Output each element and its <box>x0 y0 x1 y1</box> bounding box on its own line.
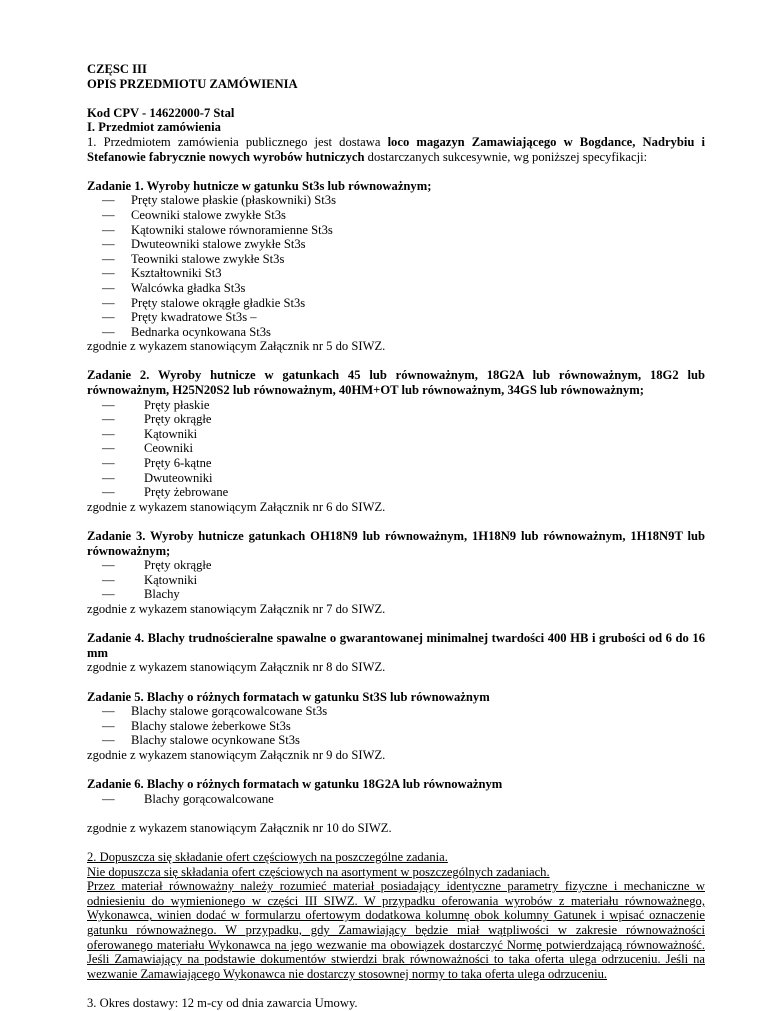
list-item: — Blachy <box>102 587 180 602</box>
list-item: — Pręty okrągłe <box>102 558 212 573</box>
list-item: — Blachy stalowe ocynkowane St3s <box>102 733 300 748</box>
list-item: — Pręty płaskie <box>102 397 210 412</box>
task-6 <box>87 777 705 835</box>
list-item: — Pręty 6-kątne <box>102 456 212 471</box>
dash-bullet: — <box>102 572 115 587</box>
intro-paragraph <box>87 135 705 164</box>
dash-bullet: — <box>102 266 115 281</box>
list-item: — Kątowniki stalowe równoramienne St3s <box>102 222 333 237</box>
list-item: — Pręty okrągłe <box>102 412 212 427</box>
list-item: — Pręty żebrowane <box>102 485 229 500</box>
list-item: — Bednarka ocynkowana St3s <box>102 324 271 339</box>
list-item: — Kątowniki <box>102 426 198 441</box>
partial-offers-allowed: 2. Dopuszcza się składanie ofert częściowych na poszczególne zadania. <box>87 850 448 865</box>
dash-bullet: — <box>102 485 115 500</box>
dash-bullet: — <box>102 280 115 295</box>
task-5 <box>87 690 705 763</box>
list-item: — Kształtowniki St3 <box>102 266 222 281</box>
dash-bullet: — <box>102 193 115 208</box>
list-item: — Blachy gorącowalcowane <box>102 791 274 806</box>
task-footer: zgodnie z wykazem stanowiącym Załącznik nr 7 do SIWZ. <box>87 601 386 616</box>
task-footer: zgodnie z wykazem stanowiącym Załącznik nr 6 do SIWZ. <box>87 499 386 514</box>
dash-bullet: — <box>102 295 115 310</box>
dash-bullet: — <box>102 310 115 325</box>
list-item: — Dwuteowniki <box>102 470 213 485</box>
task-title: Zadanie 5. Blachy o różnych formatach w gatunku St3S lub równoważnym <box>87 689 490 704</box>
dash-bullet: — <box>102 587 115 602</box>
task-3 <box>87 529 705 617</box>
task-item-list <box>87 792 705 807</box>
dash-bullet: — <box>102 207 115 222</box>
intro-text-end: dostarczanych sukcesywnie, wg poniższej specyfikacji: <box>364 149 648 164</box>
list-item: — Blachy stalowe gorącowalcowane St3s <box>102 704 328 719</box>
task-item-list <box>87 398 705 500</box>
task-item-list <box>87 558 705 602</box>
part-heading: CZĘSC III <box>87 62 147 76</box>
task-1 <box>87 179 705 354</box>
task-title: Zadanie 1. Wyroby hutnicze w gatunku St3s lub równoważnym; <box>87 178 432 193</box>
task-item-list <box>87 193 705 339</box>
task-item-list <box>87 704 705 748</box>
list-item: — Walcówka gładka St3s <box>102 280 246 295</box>
list-item: — Pręty kwadratowe St3s – <box>102 310 257 325</box>
section-heading: I. Przedmiot zamówienia <box>87 120 221 135</box>
dash-bullet: — <box>102 704 115 719</box>
list-item: — Pręty stalowe okrągłe gładkie St3s <box>102 295 306 310</box>
dash-bullet: — <box>102 558 115 573</box>
dash-bullet: — <box>102 470 115 485</box>
list-item: — Teowniki stalowe zwykłe St3s <box>102 251 285 266</box>
list-item: — Ceowniki <box>102 441 193 456</box>
list-item: — Blachy stalowe żeberkowe St3s <box>102 718 291 733</box>
list-item: — Ceowniki stalowe zwykłe St3s <box>102 207 286 222</box>
list-item: — Pręty stalowe płaskie (płaskowniki) St3s <box>102 193 336 208</box>
intro-text-bold: loco magazyn Zamawiającego w Bogdance, Nadrybiu i Stefanowie fabrycznie nowych wyrobów hutniczych <box>87 134 705 164</box>
dash-bullet: — <box>102 456 115 471</box>
dash-bullet: — <box>102 441 115 456</box>
task-title: Zadanie 6. Blachy o różnych formatach w gatunku 18G2A lub równoważnym <box>87 777 503 792</box>
task-footer: zgodnie z wykazem stanowiącym Załącznik nr 10 do SIWZ. <box>87 820 392 835</box>
dash-bullet: — <box>102 222 115 237</box>
dash-bullet: — <box>102 251 115 266</box>
task-footer: zgodnie z wykazem stanowiącym Załącznik nr 5 do SIWZ. <box>87 339 386 354</box>
document-title: OPIS PRZEDMIOTU ZAMÓWIENIA <box>87 76 298 91</box>
task-footer: zgodnie z wykazem stanowiącym Załącznik nr 8 do SIWZ. <box>87 660 386 675</box>
dash-bullet: — <box>102 397 115 412</box>
dash-bullet: — <box>102 237 115 252</box>
dash-bullet: — <box>102 426 115 441</box>
delivery-period: 3. Okres dostawy: 12 m-cy od dnia zawarcia Umowy. <box>87 996 358 1010</box>
task-footer: zgodnie z wykazem stanowiącym Załącznik nr 9 do SIWZ. <box>87 747 386 762</box>
dash-bullet: — <box>102 412 115 427</box>
task-2 <box>87 368 705 514</box>
equivalent-material-paragraph: Przez materiał równoważny należy rozumieć materiał posiadający identyczne parametry fizyczne i mechaniczne w odniesieniu do wymienionego w części III SIWZ. W przypadku oferowania wyrobów z materiału równoważnego, Wykonawca, winien dodać w formularzu ofertowym dodatkowa kolumnę obok kolumny Gatunek i wpisać oznaczenie gatunku równoważnego. W przypadku, gdy Zamawiający będzie miał wątpliwości w zakresie równoważności oferowanego materiału Wykonawca na jego wezwanie ma obowiązek dostarczyć Normę potwierdzającą równoważność. Jeśli Zamawiający na podstawie dokumentów stwierdzi brak równoważności to taka oferta ulega odrzuceniu. Jeśli na wezwanie Zamawiającego Wykonawca nie dostarczy stosownej normy to taka oferta ulega odrzuceniu. <box>87 879 705 981</box>
task-title: Zadanie 4. Blachy trudnościeralne spawalne o gwarantowanej minimalnej twardości 400 HB i grubości od 6 do 16 mm <box>87 631 705 660</box>
cpv-code: Kod CPV - 14622000-7 Stal <box>87 105 235 120</box>
section-2 <box>87 850 705 981</box>
list-item: — Dwuteowniki stalowe zwykłe St3s <box>102 237 306 252</box>
dash-bullet: — <box>102 718 115 733</box>
dash-bullet: — <box>102 733 115 748</box>
dash-bullet: — <box>102 791 115 806</box>
task-title: Zadanie 2. Wyroby hutnicze w gatunkach 45 lub równoważnym, 18G2A lub równoważnym, 18G2 lub równoważnym, H25N20S2 lub równoważnym, 40HM+OT lub równoważnym, 34GS lub równoważnym; <box>87 368 705 398</box>
document-page <box>87 62 705 1011</box>
list-item: — Kątowniki <box>102 572 198 587</box>
partial-offers-not-allowed: Nie dopuszcza się składania ofert częściowych na asortyment w poszczególnych zadaniach. <box>87 864 550 879</box>
task-4 <box>87 631 705 675</box>
intro-text-start: 1. Przedmiotem zamówienia publicznego jest dostawa <box>87 134 388 149</box>
dash-bullet: — <box>102 324 115 339</box>
task-title: Zadanie 3. Wyroby hutnicze gatunkach OH18N9 lub równoważnym, 1H18N9 lub równoważnym, 1H18N9T lub równoważnym; <box>87 529 705 558</box>
